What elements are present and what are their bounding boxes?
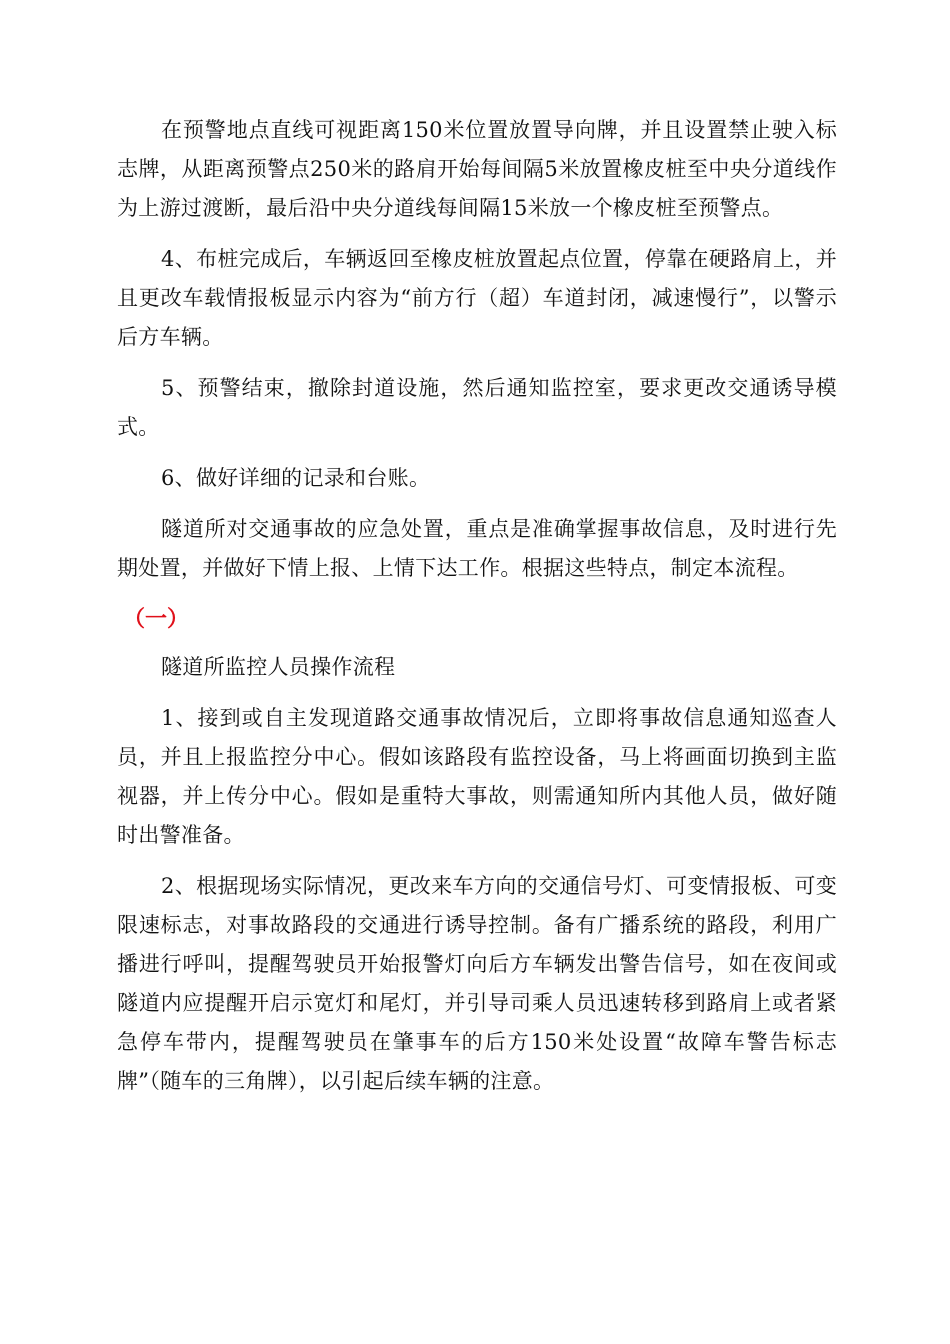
paragraph-step-4: 4、布桩完成后，车辆返回至橡皮桩放置起点位置，停靠在硬路肩上，并且更改车载情报板显示内容为“前方行（超）车道封闭，减速慢行”，以警示后方车辆。 — [117, 247, 837, 349]
paragraph-warning-sign-placement: 在预警地点直线可视距离150米位置放置导向牌，并且设置禁止驶入标志牌，从距离预警点250米的路肩开始每间隔5米放置橡皮桩至中央分道线作为上游过渡断，最后沿中央分道线每间隔15米放一个橡皮桩至预警点。 — [117, 118, 837, 220]
section-heading: （一） — [123, 607, 190, 632]
paragraph-step-6: 6、做好详细的记录和台账。 — [161, 466, 431, 490]
paragraph-monitor-step-2: 2、根据现场实际情况，更改来车方向的交通信号灯、可变情报板、可变限速标志，对事故路段的交通进行诱导控制。备有广播系统的路段，利用广播进行呼叫，提醒驾驶员开始报警灯向后方车辆发出警告信号，如在夜间或隧道内应提醒开启示宽灯和尾灯，并引导司乘人员迅速转移到路肩上或者紧急停车带内，提醒驾驶员在肇事车的后方150米处设置“故障车警告标志牌”（随车的三角牌），以引起后续车辆的注意。 — [117, 874, 837, 1093]
document-body — [117, 111, 837, 1101]
paragraph-accident-intro: 隧道所对交通事故的应急处置，重点是准确掌握事故信息，及时进行先期处置，并做好下情上报、上情下达工作。根据这些特点，制定本流程。 — [117, 517, 837, 580]
paragraph-monitor-step-1: 1、接到或自主发现道路交通事故情况后，立即将事故信息通知巡查人员，并且上报监控分中心。假如该路段有监控设备，马上将画面切换到主监视器，并上传分中心。假如是重特大事故，则需通知所内其他人员，做好随时出警准备。 — [117, 706, 837, 847]
sub-heading: 隧道所监控人员操作流程 — [161, 655, 396, 679]
paragraph-step-5: 5、预警结束，撤除封道设施，然后通知监控室，要求更改交通诱导模式。 — [117, 376, 837, 439]
